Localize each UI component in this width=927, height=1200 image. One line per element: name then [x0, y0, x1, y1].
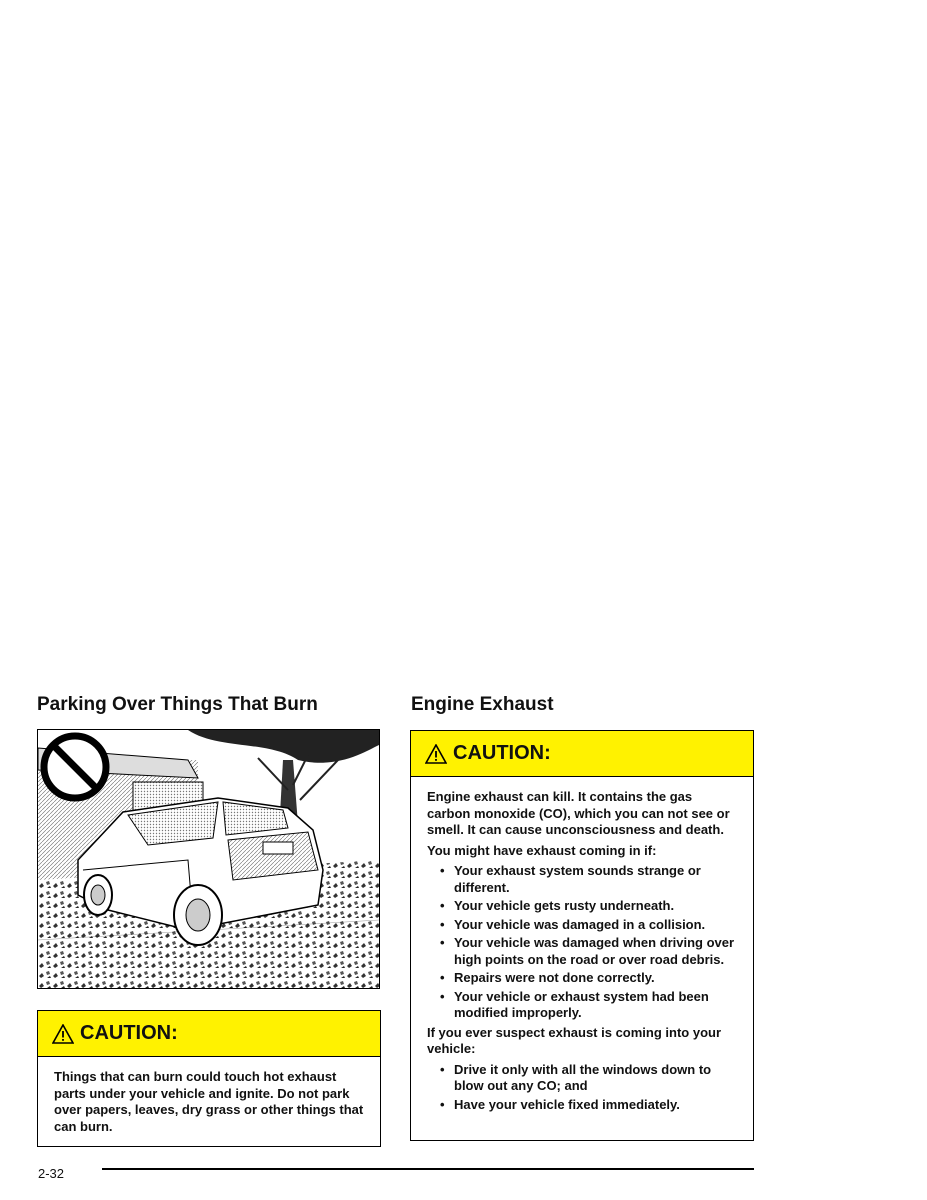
list-item: • Repairs were not done correctly.	[427, 970, 739, 987]
section-heading-parking: Parking Over Things That Burn	[37, 694, 318, 715]
page-number: 2-32	[38, 1166, 65, 1181]
caution-header	[411, 731, 753, 777]
caution-body	[411, 777, 753, 1113]
list-item: • Your exhaust system sounds strange or different.	[427, 863, 739, 896]
warning-triangle-icon	[425, 744, 447, 764]
caution-title: CAUTION:	[453, 742, 551, 764]
caution-body	[38, 1057, 380, 1135]
caution-text: Things that can burn could touch hot exhaust parts under your vehicle and ignite. Do not park over papers, leaves, dry grass or other things that can burn.	[54, 1069, 364, 1134]
warning-triangle-icon	[52, 1024, 74, 1044]
section-heading-engine-exhaust: Engine Exhaust	[411, 694, 554, 715]
caution-box-engine-exhaust	[410, 730, 754, 1141]
caution-lead: You might have exhaust coming in if:	[427, 842, 657, 858]
exhaust-signs-list	[427, 863, 739, 1022]
list-item: • Your vehicle was damaged in a collision.	[427, 917, 739, 934]
caution-header	[38, 1011, 380, 1057]
list-item: • Have your vehicle fixed immediately.	[427, 1097, 739, 1114]
tree-canopy	[188, 730, 379, 763]
vehicle-over-leaves-illustration	[37, 729, 380, 989]
exhaust-actions-list	[427, 1062, 739, 1114]
list-item: • Drive it only with all the windows down to blow out any CO; and	[427, 1062, 739, 1095]
list-item: • Your vehicle or exhaust system had been modified improperly.	[427, 989, 739, 1022]
caution-intro: Engine exhaust can kill. It contains the gas carbon monoxide (CO), which you can not see or smell. It can cause unconsciousness and death.	[427, 789, 730, 837]
caution-lead: If you ever suspect exhaust is coming into your vehicle:	[427, 1024, 722, 1056]
list-item: • Your vehicle gets rusty underneath.	[427, 898, 739, 915]
footer-rule	[102, 1168, 754, 1170]
no-parking-icon	[44, 736, 106, 798]
list-item: • Your vehicle was damaged when driving over high points on the road or over road debris.	[427, 935, 739, 968]
caution-title: CAUTION:	[80, 1022, 178, 1044]
caution-box-parking	[37, 1010, 381, 1147]
